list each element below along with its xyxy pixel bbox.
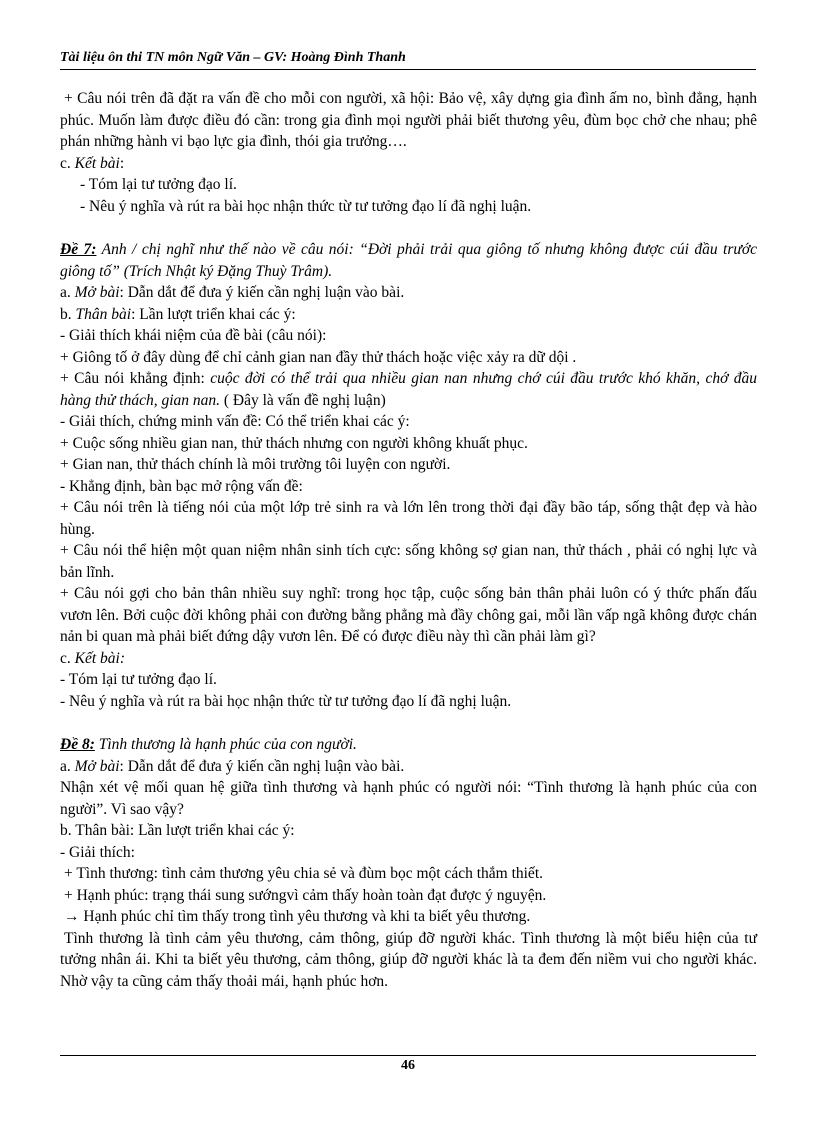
- footer-divider: [60, 1055, 756, 1056]
- de7-ket-bai-heading: c. Kết bài:: [60, 649, 126, 667]
- de8-paragraph: Tình thương là tình cảm yêu thương, cảm thông, giúp đỡ người khác. Tình thương là một biểu hiện của tư tưởng nhân ái. Khi ta biết yêu thương, cảm thông, giúp đỡ người khác là ta đem đến niềm vui cho người khác. Nhờ vậy ta cũng cảm thấy thoải mái, hạnh phúc hơn.: [60, 929, 757, 990]
- de8-mo-bai-detail: Nhận xét vệ mối quan hệ giữa tình thương và hạnh phúc có người nói: “Tình thương là hạnh phúc của con người”. Vì sao vậy?: [60, 779, 757, 818]
- intro-ket-bai-heading: c. Kết bài:: [60, 154, 125, 172]
- de7-line: - Giải thích khái niệm của đề bài (câu nói):: [60, 327, 327, 344]
- de7-prompt: Đề 7: Anh / chị nghĩ như thế nào về câu nói: “Đời phải trải qua giông tố nhưng không được cúi đầu trước giông tố” (Trích Nhật ký Đặng Thuỳ Trâm).: [60, 241, 757, 280]
- page-number: 46: [401, 1058, 415, 1073]
- de7-line: + Câu nói gợi cho bản thân nhiều suy nghĩ: trong học tập, cuộc sống bản thân phải luôn có ý thức phấn đấu vươn lên. Bởi cuộc đời không phải con đường bằng phẳng mà đầy chông gai, mỗi lần vấp ngã không được chán nản bi quan mà phải biết đứng dậy vươn lên. Để có được điều này thì cần phải làm gì?: [60, 585, 757, 645]
- de7-than-bai: b. Thân bài: Lần lượt triển khai các ý:: [60, 305, 296, 323]
- de8-than-bai: b. Thân bài: Lần lượt triển khai các ý:: [60, 822, 295, 839]
- arrow-right-icon: →: [64, 908, 80, 925]
- page-content: [60, 88, 757, 992]
- de7-line: + Câu nói thể hiện một quan niệm nhân sinh tích cực: sống không sợ gian nan, thử thách , phải có nghị lực và bản lĩnh.: [60, 542, 757, 581]
- de7-line: - Giải thích, chứng minh vấn đề: Có thể triển khai các ý:: [60, 413, 410, 430]
- de7-line: + Cuộc sống nhiều gian nan, thử thách nhưng con người không khuất phục.: [60, 434, 528, 452]
- de8-mo-bai: a. Mở bài: Dẫn dắt để đưa ý kiến cần nghị luận vào bài.: [60, 757, 405, 775]
- de7-line: + Câu nói trên là tiếng nói của một lớp trẻ sinh ra và lớn lên trong thời đại đầy bão táp, sống thật đẹp và hào hùng.: [60, 499, 757, 538]
- de7-label: Đề 7:: [60, 241, 97, 258]
- intro-ket-bai-item: - Nêu ý nghĩa và rút ra bài học nhận thức từ tư tưởng đạo lí đã nghị luận.: [80, 197, 532, 215]
- de8-line: - Giải thích:: [60, 843, 135, 861]
- de7-ket-bai-item: - Nêu ý nghĩa và rút ra bài học nhận thức từ tư tưởng đạo lí đã nghị luận.: [60, 692, 512, 710]
- spacer: [60, 217, 757, 239]
- de7-line: + Gian nan, thử thách chính là môi trường tôi luyện con người.: [60, 456, 451, 473]
- page-header: Tài liệu ôn thi TN môn Ngữ Văn – GV: Hoàng Đình Thanh: [60, 50, 406, 65]
- de8-prompt: Đề 8: Tình thương là hạnh phúc của con người.: [60, 736, 357, 753]
- intro-paragraph: + Câu nói trên đã đặt ra vấn đề cho mỗi con người, xã hội: Bảo vệ, xây dựng gia đình ấm no, bình đẳng, hạnh phúc. Muốn làm được điều đó cần: trong gia đình mọi người phải biết thương yêu, đùm bọc chở che nhau; phê phán những hành vi bạo lực gia đình, thói gia trưởng….: [60, 90, 757, 150]
- de7-line: + Câu nói khẳng định: cuộc đời có thể trải qua nhiều gian nan nhưng chớ cúi đầu trước khó khăn, chớ đầu hàng thử thách, gian nan. ( Đây là vấn đề nghị luận): [60, 370, 757, 409]
- de8-line: + Hạnh phúc: trạng thái sung sướngvì cảm thấy hoàn toàn đạt được ý nguyện.: [64, 886, 547, 904]
- de8-label: Đề 8:: [60, 736, 95, 753]
- de7-line: - Khẳng định, bàn bạc mở rộng vấn đề:: [60, 477, 303, 495]
- intro-ket-bai-item: - Tóm lại tư tưởng đạo lí.: [80, 176, 237, 193]
- de8-line: → Hạnh phúc chỉ tìm thấy trong tình yêu thương và khi ta biết yêu thương.: [64, 908, 531, 925]
- de8-line: + Tình thương: tình cảm thương yêu chia sẻ và đùm bọc một cách thắm thiết.: [64, 865, 543, 882]
- de7-line: + Giông tố ở đây dùng để chỉ cảnh gian nan đầy thử thách hoặc việc xảy ra dữ dội .: [60, 348, 577, 366]
- de7-ket-bai-item: - Tóm lại tư tưởng đạo lí.: [60, 671, 217, 688]
- header-divider: [60, 69, 756, 70]
- spacer: [60, 712, 757, 734]
- de7-mo-bai: a. Mở bài: Dẫn dắt để đưa ý kiến cần nghị luận vào bài.: [60, 284, 405, 301]
